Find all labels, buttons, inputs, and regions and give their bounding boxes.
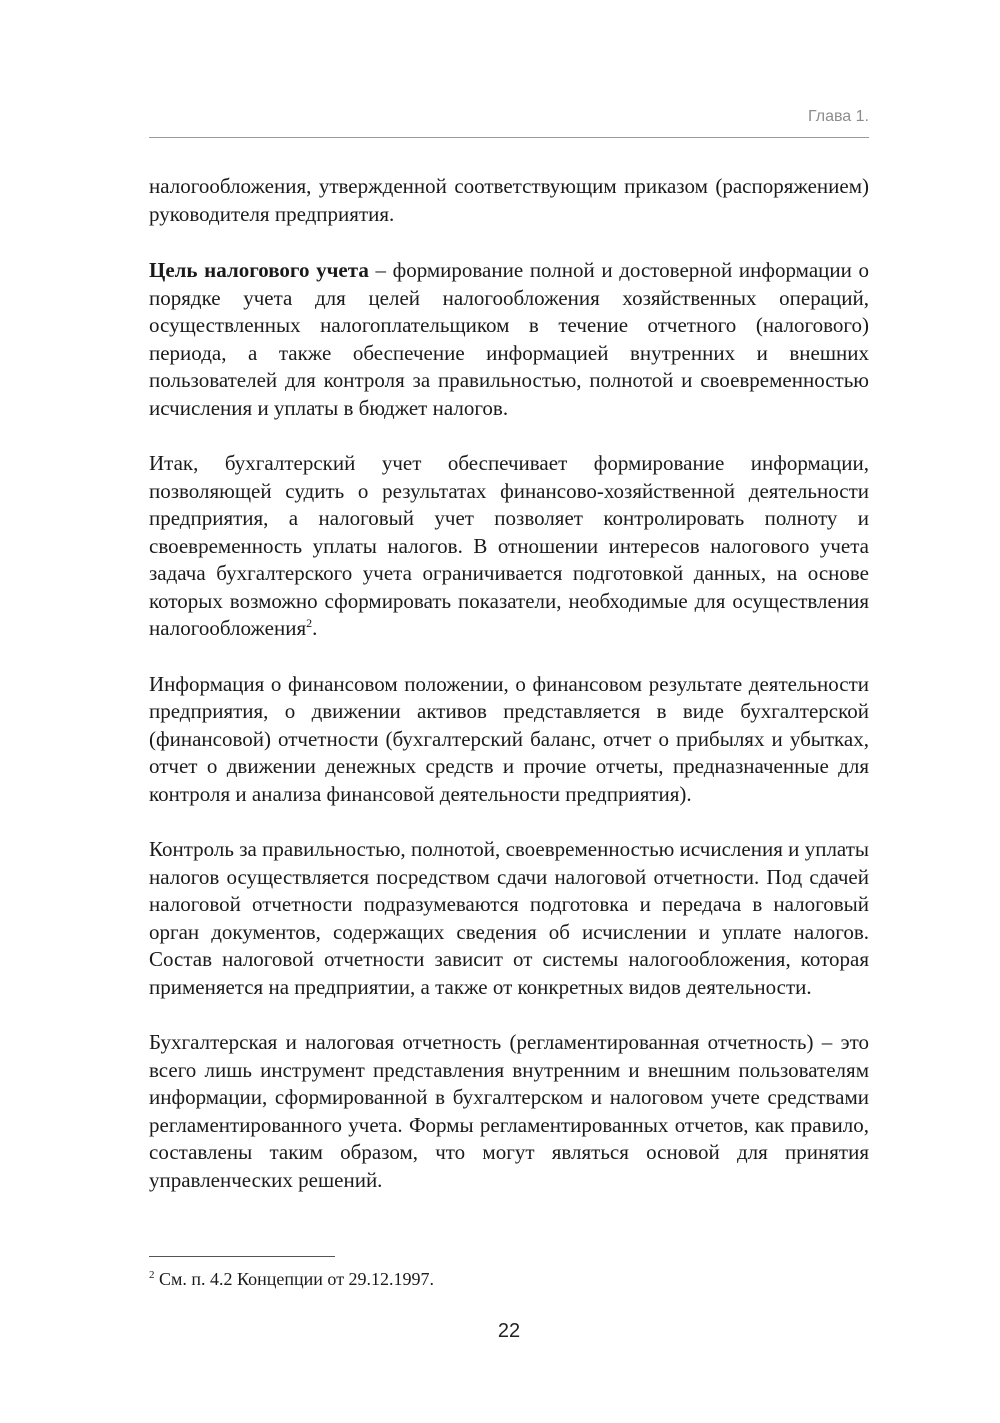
paragraph-text: Итак, бухгалтерский учет обеспечивает формирование информации, позволяющей судить о результатах финансово-хозяйственной деятельности предприятия, а налоговый учет позволяет контролировать полноту и своевременность уплаты налогов. В отношении интересов налогового учета задача бухгалтерского учета ограничивается подготовкой данных, на основе которых возможно сформировать показатели, необходимые для осуществления налогообложения	[149, 451, 869, 640]
term-definition-lead: Цель налогового учета	[149, 258, 369, 282]
paragraph-5	[149, 836, 869, 1001]
body-text	[149, 173, 869, 1222]
paragraph-6	[149, 1029, 869, 1194]
paragraph-text: – формирование полной и достоверной информации о порядке учета для целей налогообложения хозяйственных операций, осуществленных налогоплательщиком в течение отчетного (налогового) периода, а также обеспечение информацией внутренних и внешних пользователей для контроля за правильностью, полнотой и своевременностью исчисления и уплаты в бюджет налогов.	[149, 258, 869, 420]
running-head-chapter: Глава 1.	[807, 108, 869, 125]
footnote-marker: 2	[149, 1269, 155, 1281]
paragraph-3	[149, 450, 869, 643]
paragraph-text: Информация о финансовом положении, о финансовом результате деятельности предприятия, о движении активов представляется в виде бухгалтерской (финансовой) отчетности (бухгалтерский баланс, отчет о прибылях и убытках, отчет о движении денежных средств и прочие отчеты, предназначенные для контроля и анализа финансовой деятельности предприятия).	[149, 671, 869, 806]
paragraph-1	[149, 173, 869, 228]
paragraph-text: Бухгалтерская и налоговая отчетность (регламентированная отчетность) – это всего лишь инструмент представления внутренним и внешним пользователям информации, сформированной в бухгалтерском и налоговом учете средствами регламентированного учета. Формы регламентированных отчетов, как правило, составлены таким образом, что могут являться основой для принятия управленческих решений.	[149, 1030, 869, 1192]
page-number: 22	[497, 1320, 521, 1342]
footnote-reference[interactable]: 2	[306, 616, 313, 630]
paragraph-text: налогообложения, утвержденной соответствующим приказом (распоряжением) руководителя предприятия.	[149, 174, 869, 226]
footnote-divider	[149, 1256, 335, 1257]
header-divider	[149, 137, 869, 138]
paragraph-2	[149, 257, 869, 422]
footnote	[149, 1268, 869, 1290]
footnote-text: См. п. 4.2 Концепции от 29.12.1997.	[154, 1269, 435, 1289]
paragraph-4	[149, 671, 869, 809]
paragraph-text: Контроль за правильностью, полнотой, своевременностью исчисления и уплаты налогов осуществляется посредством сдачи налоговой отчетности. Под сдачей налоговой отчетности подразумеваются подготовка и передача в налоговый орган документов, содержащих сведения об исчислении и уплате налогов. Состав налоговой отчетности зависит от системы налогообложения, которая применяется на предприятии, а также от конкретных видов деятельности.	[149, 837, 869, 999]
paragraph-tail: .	[312, 616, 318, 640]
